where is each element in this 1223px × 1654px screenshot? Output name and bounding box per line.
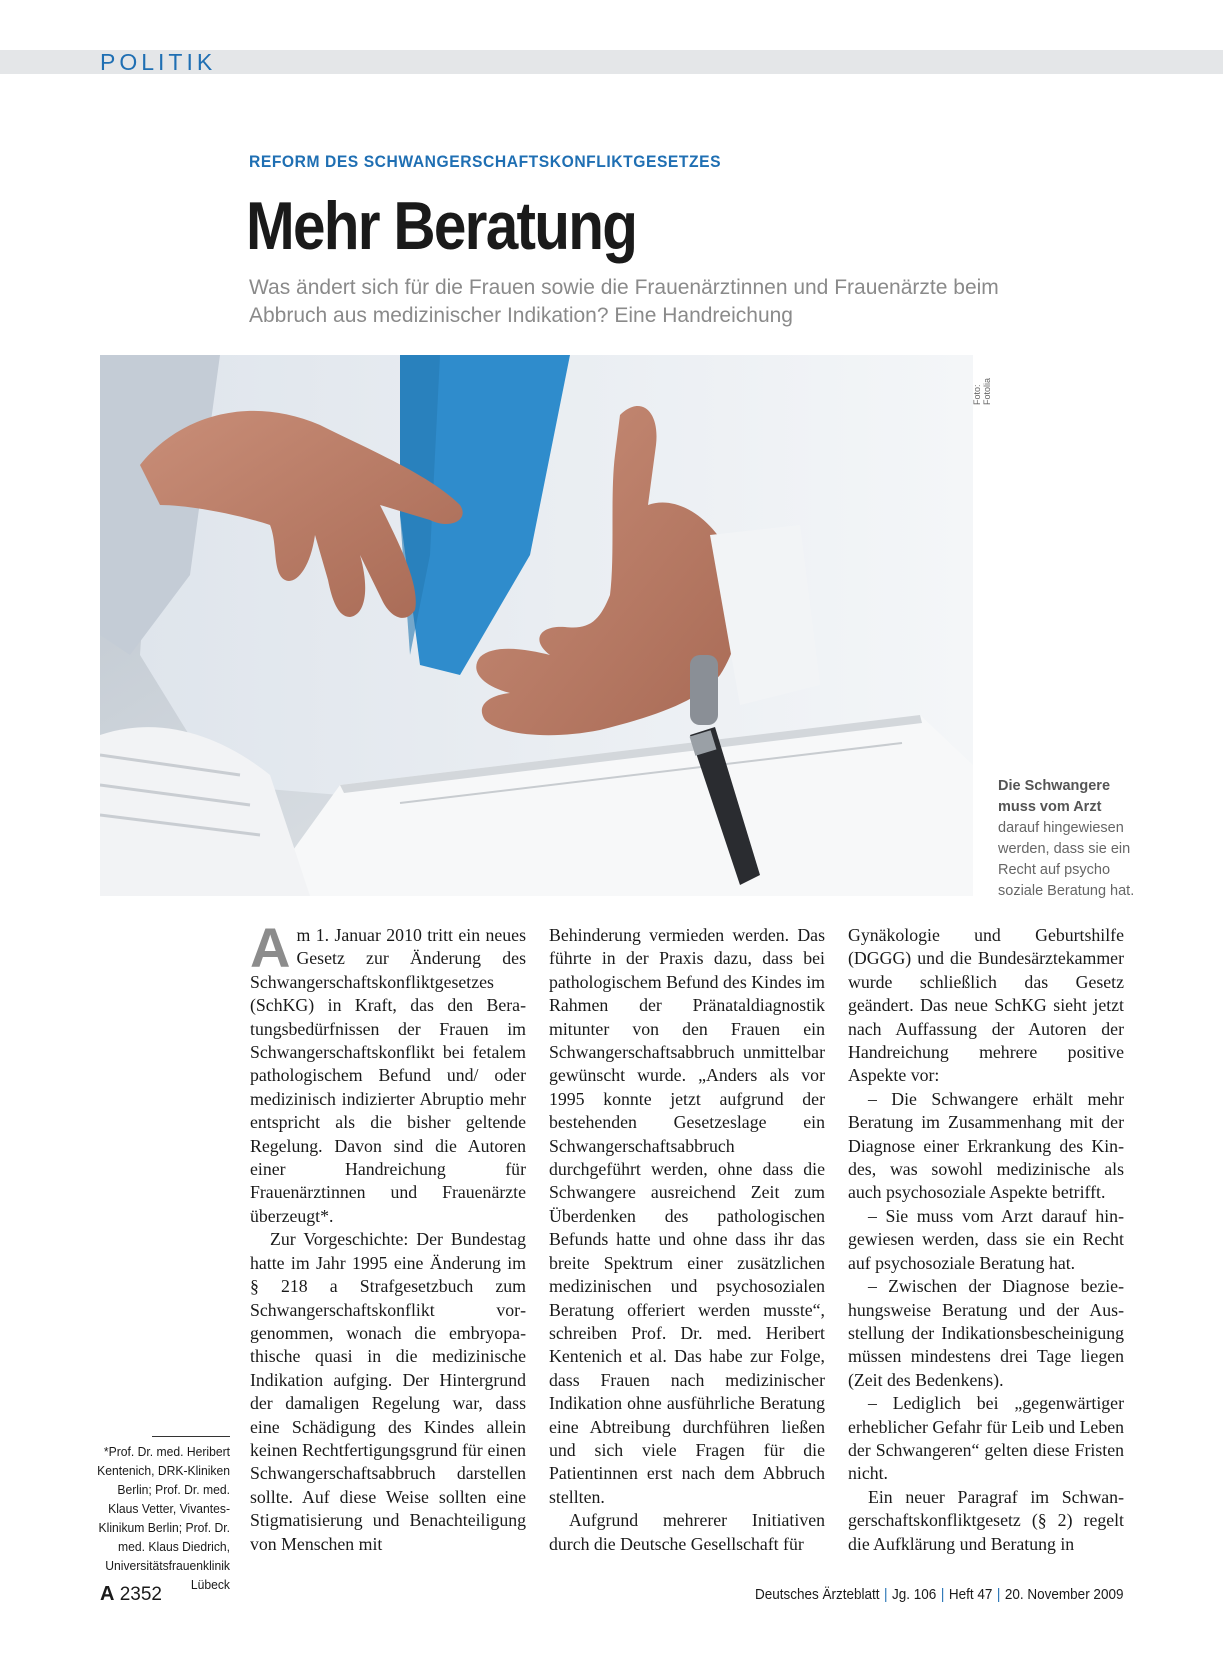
- photo-caption: [998, 776, 1138, 902]
- page-number-value: 2352: [119, 1584, 163, 1605]
- body-paragraph: Zur Vorgeschichte: Der Bundestag hatte im Jahr 1995 eine Änderung im § 218 a Strafgesetzbuch zum Schwangerschaftskonflikt vorgenommen, wonach die embryopathische quasi in die medizinische Indikation aufging. Der Hintergrund der damaligen Regelung war, dass eine Schädigung des Kindes allein keinen Rechtfertigungsgrund für einen Schwangerschaftsabbruch darstellen sollte. Auf diese Weise sollten eine Stigmatisierung und Benachteiligung von Menschen mit: [250, 1229, 526, 1554]
- article-standfirst: Was ändert sich für die Frauen sowie die Frauenärztinnen und Frauenärzte beim Abbruch aus medizinischer Indikation? Eine Handreichung: [249, 276, 999, 327]
- author-footnote: *Prof. Dr. med. Heribert Kentenich, DRK-Kliniken Berlin; Prof. Dr. med. Klaus Vetter, Vivantes-Klinikum Berlin; Prof. Dr. med. Klaus Diedrich, Universitätsfrauenklinik Lübeck: [97, 1444, 231, 1592]
- body-column-3: [848, 924, 1124, 1556]
- body-paragraph: [250, 916, 526, 1228]
- body-paragraph: – Zwischen der Diagnose beziehungsweise Beratung und der Ausstellung der Indikationsbescheinigung müssen mindestens drei Tage liegen (Zeit des Bedenkens).: [848, 1276, 1124, 1390]
- body-paragraph: Gynäkologie und Geburtshilfe (DGGG) und die Bundesärztekammer wurde schließlich das Gesetz geändert. Das neue SchKG sieht jetzt nach Auffassung der Autoren der Handreichung mehrere positive Aspekte vor:: [848, 925, 1124, 1086]
- page-number: [100, 1583, 162, 1606]
- body-paragraph: – Lediglich bei „gegenwärtiger erheblicher Gefahr für Leib und Leben der Schwangeren“ gelten diese Fristen nicht.: [848, 1393, 1124, 1484]
- footer-separator: |: [883, 1586, 888, 1603]
- footnote-rule: [152, 1436, 230, 1437]
- body-column-2: [549, 924, 825, 1556]
- body-paragraph: Behinderung vermieden werden. Das führte in der Praxis dazu, dass bei pathologischem Befund des Kindes im Rahmen der Pränataldiagnostik mitunter von den Frauen ein Schwangerschaftsabbruch unmittelbar gewünscht wurde. „Anders als vor 1995 konnte jetzt aufgrund der bestehenden Gesetzeslage ein Schwangerschaftsabbruch durchgeführt werden, ohne dass die Schwangere ausreichend Zeit zum Überdenken des pathologischen Befunds hatte und ohne dass ihr das breite Spektrum einer zusätzlichen medizinischen und psychosozialen Beratung offeriert werden musste“, schreiben Prof. Dr. med. Heribert Kentenich et al. Das habe zur Folge, dass Frauen nach medizinischer Indikation ohne ausführliche Beratung eine Abtreibung durchführen ließen und sich viele Fragen für die Patientinnen erst nach dem Abbruch stellten.: [549, 925, 825, 1507]
- body-column-1: [250, 916, 526, 1556]
- drop-cap: A: [250, 916, 291, 979]
- paragraph-text: m 1. Januar 2010 tritt ein neues Gesetz zur Änderung des Schwangerschaftskonfliktgesetzes (SchKG) in Kraft, das den Beratungsbedürfnissen der Frauen im Schwangerschaftskonflikt bei fetalem pathologischem Befund und/ oder medizinisch indizierter Abruptio mehr entspricht als die bisher geltende Regelung. Davon sind die Autoren einer Handreichung für Frauenärztinnen und Frauenärzte überzeugt*.: [250, 925, 526, 1226]
- article-kicker: REFORM DES SCHWANGERSCHAFTSKONFLIKTGESETZES: [249, 152, 722, 171]
- journal-footer: [754, 1586, 1123, 1603]
- body-paragraph: Aufgrund mehrerer Initiativen durch die Deutsche Gesellschaft für: [549, 1510, 825, 1554]
- article-headline: Mehr Beratung: [246, 188, 637, 264]
- page-prefix: A: [100, 1583, 115, 1605]
- journal-name: Deutsches Ärzteblatt: [754, 1586, 880, 1603]
- photo-credit: Foto: Fotolia: [972, 377, 992, 405]
- article-photo: [100, 355, 973, 896]
- body-paragraph: Ein neuer Paragraf im Schwangerschaftskonfliktgesetz (§ 2) regelt die Aufklärung und Beratung in: [848, 1486, 1124, 1554]
- journal-volume: Jg. 106: [891, 1586, 936, 1603]
- section-label: POLITIK: [100, 49, 217, 75]
- journal-issue: Heft 47: [948, 1586, 992, 1603]
- caption-text: darauf hingewiesen werden, dass sie ein Recht auf psycho soziale Beratung hat.: [998, 820, 1135, 899]
- journal-date: 20. November 2009: [1004, 1586, 1123, 1603]
- footer-separator: |: [996, 1586, 1000, 1603]
- body-paragraph: – Die Schwangere erhält mehr Beratung im Zusammenhang mit der Diagnose einer Erkrankung des Kindes, was sowohl medizinische als auch psychosoziale Aspekte betrifft.: [848, 1088, 1124, 1203]
- caption-lead: Die Schwangere muss vom Arzt: [998, 778, 1111, 815]
- footer-separator: |: [940, 1586, 944, 1603]
- body-paragraph: – Sie muss vom Arzt darauf hingewiesen werden, dass sie ein Recht auf psychosoziale Beratung hat.: [848, 1205, 1124, 1273]
